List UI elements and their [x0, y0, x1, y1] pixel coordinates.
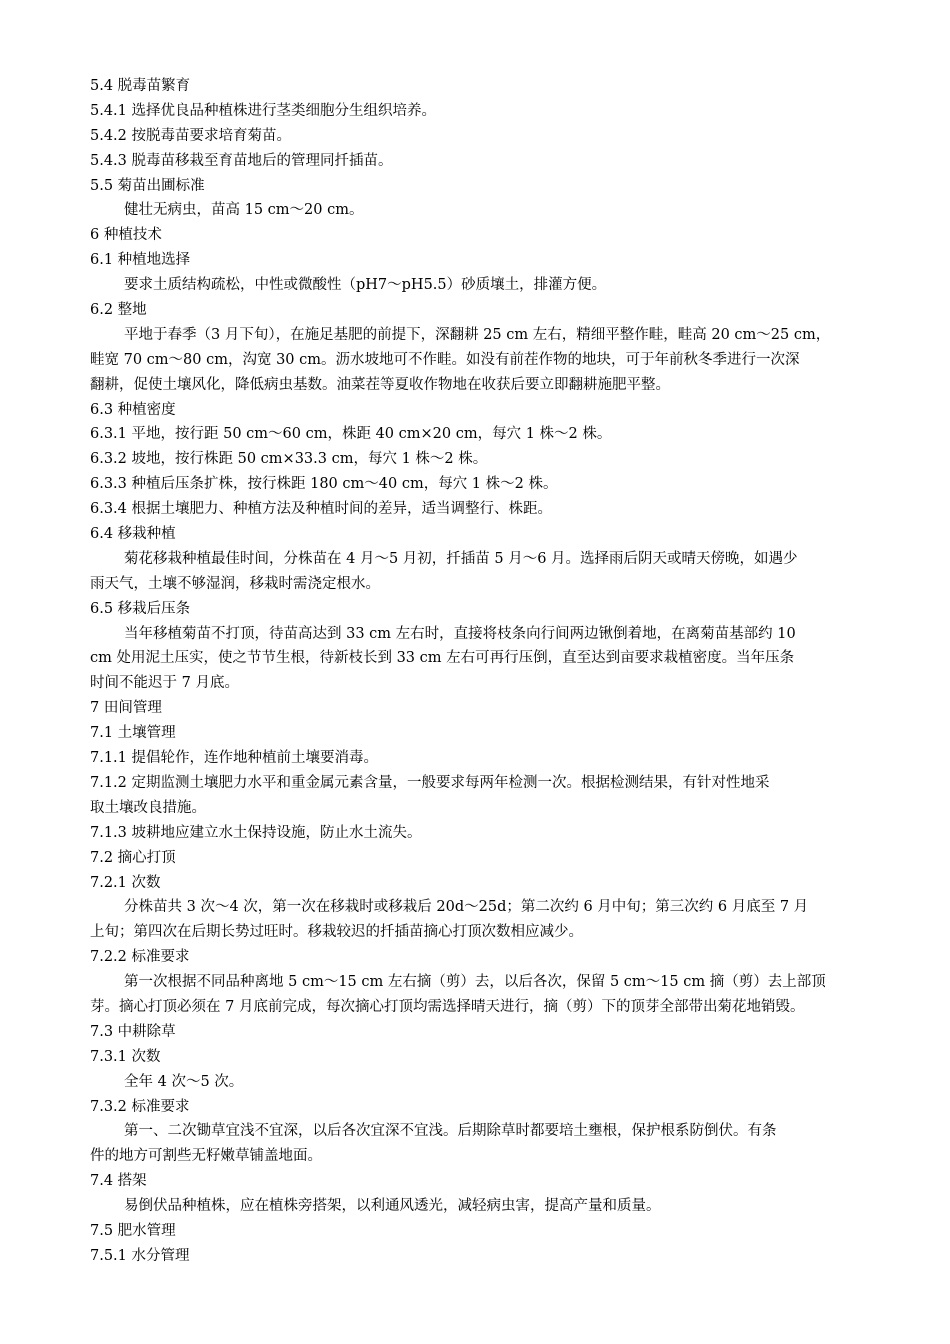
clause-6-3-2: 6.3.2 坡地，按行株距 50 cm×33.3 cm，每穴 1 株～2 株。	[90, 451, 488, 468]
paragraph-line: 芽。摘心打顶必须在 7 月底前完成，每次摘心打顶均需选择晴天进行，摘（剪）下的顶芽全部带出菊花地销毁。	[90, 998, 805, 1015]
clause-6-3-3: 6.3.3 种植后压条扩株，按行株距 180 cm～40 cm，每穴 1 株～2 株。	[90, 476, 558, 493]
clause-7-1-3: 7.1.3 坡耕地应建立水土保持设施，防止水土流失。	[90, 824, 422, 841]
document-page	[90, 74, 862, 1269]
heading-7-4: 7.4 搭架	[90, 1173, 147, 1190]
paragraph-line: 件的地方可割些无籽嫩草铺盖地面。	[90, 1148, 322, 1165]
clause-6-3-4: 6.3.4 根据土壤肥力、种植方法及种植时间的差异，适当调整行、株距。	[90, 501, 553, 518]
heading-7-3: 7.3 中耕除草	[90, 1023, 176, 1040]
heading-7-3-2: 7.3.2 标准要求	[90, 1098, 190, 1115]
heading-7-3-1: 7.3.1 次数	[90, 1048, 161, 1065]
clause-7-1-1: 7.1.1 提倡轮作，连作地种植前土壤要消毒。	[90, 750, 379, 767]
paragraph-line: 时间不能迟于 7 月底。	[90, 675, 239, 692]
clause-5-4-2: 5.4.2 按脱毒苗要求培育菊苗。	[90, 127, 292, 144]
heading-7-2-2: 7.2.2 标准要求	[90, 949, 190, 966]
paragraph-line: 第一、二次锄草宜浅不宜深，以后各次宜深不宜浅。后期除草时都要培土壅根，保护根系防倒伏。有条	[124, 1123, 777, 1140]
heading-6: 6 种植技术	[90, 227, 162, 244]
paragraph-line: 要求土质结构疏松，中性或微酸性（pH7～pH5.5）砂质壤土，排灌方便。	[124, 277, 607, 294]
heading-7-2: 7.2 摘心打顶	[90, 849, 176, 866]
heading-6-2: 6.2 整地	[90, 302, 147, 319]
clause-7-1-2: 7.1.2 定期监测土壤肥力水平和重金属元素含量，一般要求每两年检测一次。根据检测结果，有针对性地采	[90, 774, 770, 791]
paragraph-line: 平地于春季（3 月下旬），在施足基肥的前提下，深翻耕 25 cm 左右，精细平整作畦，畦高 20 cm～25 cm，	[124, 326, 831, 343]
paragraph-line: 当年移植菊苗不打顶，待苗高达到 33 cm 左右时，直接将枝条向行间两边锹倒着地，在离菊苗基部约 10	[124, 625, 796, 642]
paragraph-line: 畦宽 70 cm～80 cm，沟宽 30 cm。沥水坡地可不作畦。如没有前茬作物的地块，可于年前秋冬季进行一次深	[90, 351, 800, 368]
heading-6-3: 6.3 种植密度	[90, 401, 176, 418]
paragraph-line: cm 处用泥土压实，使之节节生根，待新枝长到 33 cm 左右可再行压倒，直至达到亩要求栽植密度。当年压条	[90, 650, 795, 667]
paragraph-line: 全年 4 次～5 次。	[124, 1073, 244, 1090]
heading-5-4: 5.4 脱毒苗繁育	[90, 78, 191, 94]
heading-7-5: 7.5 肥水管理	[90, 1222, 176, 1239]
clause-6-3-1: 6.3.1 平地，按行距 50 cm～60 cm，株距 40 cm×20 cm，每穴 1 株～2 株。	[90, 426, 612, 443]
paragraph-line: 易倒伏品种植株，应在植株旁搭架，以利通风透光，减轻病虫害，提高产量和质量。	[124, 1198, 661, 1215]
paragraph-line: 上旬；第四次在后期长势过旺时。移栽较迟的扦插苗摘心打顶次数相应减少。	[90, 924, 583, 941]
paragraph-line: 第一次根据不同品种离地 5 cm～15 cm 左右摘（剪）去，以后各次，保留 5 cm～15 cm 摘（剪）去上部顶	[124, 974, 826, 991]
heading-7-5-1: 7.5.1 水分管理	[90, 1247, 190, 1264]
heading-5-5: 5.5 菊苗出圃标准	[90, 177, 205, 194]
clause-5-4-3: 5.4.3 脱毒苗移栽至育苗地后的管理同扦插苗。	[90, 152, 393, 169]
heading-6-1: 6.1 种植地选择	[90, 252, 191, 269]
heading-6-4: 6.4 移栽种植	[90, 526, 176, 543]
paragraph-line: 翻耕，促使土壤风化，降低病虫基数。油菜茬等夏收作物地在收获后要立即翻耕施肥平整。	[90, 376, 670, 393]
paragraph-line: 取土壤改良措施。	[90, 799, 206, 816]
paragraph-line: 分株苗共 3 次～4 次，第一次在移栽时或移栽后 20d～25d；第二次约 6 月中旬；第三次约 6 月底至 7 月	[124, 899, 809, 916]
clause-5-4-1: 5.4.1 选择优良品种植株进行茎类细胞分生组织培养。	[90, 102, 437, 119]
paragraph-line: 雨天气，土壤不够湿润，移栽时需浇定根水。	[90, 575, 380, 592]
paragraph-line: 健壮无病虫，苗高 15 cm～20 cm。	[124, 202, 364, 219]
heading-7: 7 田间管理	[90, 700, 162, 717]
heading-7-2-1: 7.2.1 次数	[90, 874, 161, 891]
heading-6-5: 6.5 移栽后压条	[90, 600, 191, 617]
heading-7-1: 7.1 土壤管理	[90, 725, 176, 742]
paragraph-line: 菊花移栽种植最佳时间，分株苗在 4 月～5 月初，扦插苗 5 月～6 月。选择雨后阴天或晴天傍晚，如遇少	[124, 550, 798, 567]
